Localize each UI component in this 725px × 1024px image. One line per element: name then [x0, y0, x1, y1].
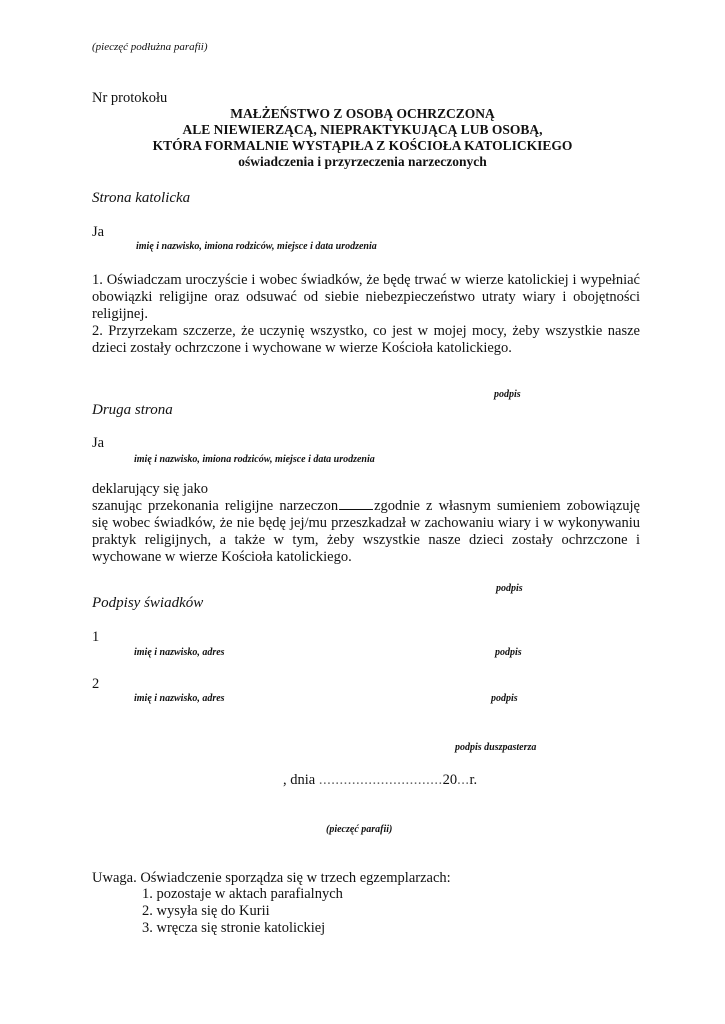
- pastor-signature-caption: podpis duszpasterza: [455, 742, 537, 753]
- title-subtitle: oświadczenia i przyrzeczenia narzeczonych: [238, 154, 487, 169]
- note-item-1: 1. pozostaje w aktach parafialnych: [142, 886, 343, 902]
- stamp-placeholder-bottom: (pieczęć parafii): [326, 824, 393, 835]
- witness-2-caption: imię i nazwisko, adres: [134, 693, 225, 704]
- other-identity-caption: imię i nazwisko, imiona rodziców, miejsce i data urodzenia: [134, 454, 375, 465]
- suffix-blank-field: [339, 498, 373, 510]
- note-intro: Uwaga. Oświadczenie sporządza się w trzech egzemplarzach:: [92, 870, 451, 886]
- catholic-point-1: 1. Oświadczam uroczyście i wobec świadków, że będę trwać w wierze katolickiej i wypełniać obowiązki religijne oraz odsuwać od siebie niebezpieczeństwo utraty wiary i obojętności religijnej.: [92, 272, 640, 322]
- date-dots: ..............................: [318, 772, 443, 788]
- other-declaration: [92, 481, 640, 566]
- witness-2-number: 2: [92, 676, 100, 692]
- note-list: [142, 886, 343, 937]
- title-line-3: KTÓRA FORMALNIE WYSTĄPIŁA Z KOŚCIOŁA KATOLICKIEGO: [152, 138, 573, 153]
- witness-1-number: 1: [92, 629, 100, 645]
- catholic-ja-label: Ja: [92, 224, 105, 240]
- catholic-signature-caption: podpis: [494, 389, 521, 400]
- witness-1-signature-caption: podpis: [495, 647, 522, 658]
- section-heading-catholic: Strona katolicka: [92, 190, 191, 206]
- other-pledge-start: szanując przekonania religijne narzeczon: [92, 498, 339, 514]
- other-declaring-line: deklarujący się jako: [92, 481, 208, 497]
- witness-1-caption: imię i nazwisko, adres: [134, 647, 225, 658]
- document-title: [0, 106, 725, 170]
- other-pledge-text: [92, 498, 640, 566]
- stamp-placeholder-top: (pieczęć podłużna parafii): [92, 41, 208, 53]
- other-pledge-end: zgodnie z własnym sumieniem zobowiązuję się wobec świadków, że nie będę jej/mu przeszkadzał w zachowaniu wiary i w wykonywaniu praktyk religijnych, a także w tym, żeby wszystkie nasze dzieci zostały ochrzczone i wychowane w wierze Kościoła katolickiego.: [92, 498, 640, 565]
- note-item-2: 2. wysyła się do Kurii: [142, 903, 270, 919]
- date-prefix: , dnia: [283, 772, 316, 788]
- date-line: [283, 772, 477, 789]
- witness-2-signature-caption: podpis: [491, 693, 518, 704]
- other-ja-label: Ja: [92, 435, 105, 451]
- date-suffix: r.: [469, 772, 478, 788]
- section-heading-witnesses: Podpisy świadków: [92, 595, 204, 611]
- protocol-number-label: Nr protokołu: [92, 90, 168, 106]
- title-line-2: ALE NIEWIERZĄCĄ, NIEPRAKTYKUJĄCĄ LUB OSOBĄ,: [182, 122, 543, 137]
- note-item-3: 3. wręcza się stronie katolickiej: [142, 920, 326, 936]
- other-signature-caption: podpis: [496, 583, 523, 594]
- catholic-point-2: 2. Przyrzekam szczerze, że uczynię wszystko, co jest w mojej mocy, żeby wszystkie nasze dzieci zostały ochrzczone i wychowane w wierze Kościoła katolickiego.: [92, 323, 640, 356]
- catholic-declarations: [92, 272, 640, 357]
- section-heading-other: Druga strona: [92, 402, 173, 418]
- catholic-identity-caption: imię i nazwisko, imiona rodziców, miejsce i data urodzenia: [136, 241, 377, 252]
- date-year-prefix: 20: [442, 772, 458, 788]
- title-line-1: MAŁŻEŃSTWO Z OSOBĄ OCHRZCZONĄ: [230, 106, 495, 121]
- date-year-dots: ...: [457, 772, 470, 788]
